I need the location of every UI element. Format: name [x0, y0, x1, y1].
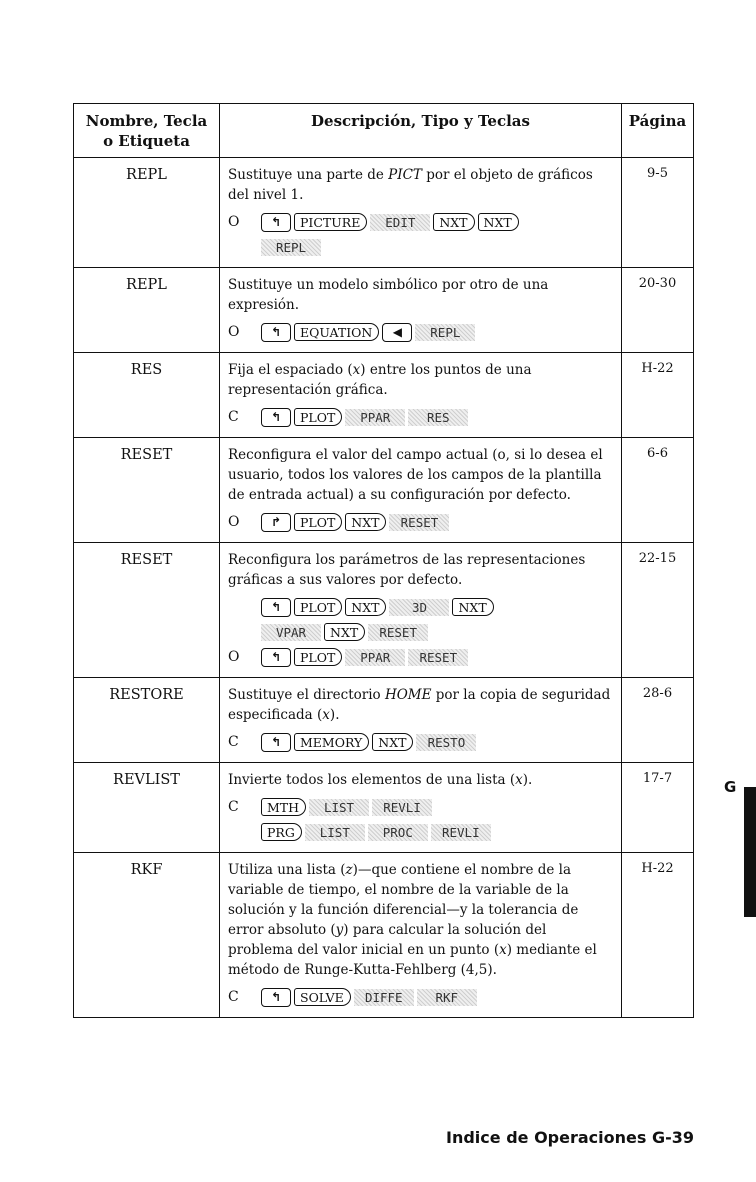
operation-name: REPL	[74, 158, 220, 268]
operation-name: RESTORE	[74, 678, 220, 763]
menu-key-label: RESET	[408, 649, 468, 666]
operation-description: Invierte todos los elementos de una lista (x).	[228, 772, 533, 788]
operation-type-code: C	[228, 989, 239, 1005]
operation-description-cell	[220, 678, 622, 763]
shift-key-icon: ↰	[261, 648, 291, 667]
operation-type-code: O	[228, 514, 240, 530]
shift-key-icon: ↰	[261, 408, 291, 427]
table-row	[74, 543, 694, 678]
operation-name: RES	[74, 353, 220, 438]
table-row	[74, 853, 694, 1018]
calculator-key: NXT	[433, 213, 474, 231]
calculator-key: NXT	[324, 623, 365, 641]
keystroke-sequence	[228, 646, 615, 668]
calculator-key: NXT	[345, 598, 386, 616]
page-footer: Indice de Operaciones G-39	[446, 1128, 694, 1147]
table-row	[74, 353, 694, 438]
page-reference: 17-7	[622, 763, 694, 853]
shift-key-icon: ↰	[261, 598, 291, 617]
menu-key-label: REVLI	[431, 824, 491, 841]
menu-key-label: RESET	[368, 624, 428, 641]
table-header-row	[74, 104, 694, 158]
menu-key-label: RKF	[417, 989, 477, 1006]
operation-type-code: C	[228, 409, 239, 425]
operation-name: RESET	[74, 438, 220, 543]
calculator-key: SOLVE	[294, 988, 351, 1006]
operation-description-cell	[220, 268, 622, 353]
table-row	[74, 678, 694, 763]
header-description: Descripción, Tipo y Teclas	[220, 104, 622, 158]
operation-description: Fija el espaciado (x) entre los puntos de una representación gráfica.	[228, 362, 532, 398]
calculator-key: MEMORY	[294, 733, 369, 751]
page-reference: 20-30	[622, 268, 694, 353]
menu-key-label: REPL	[415, 324, 475, 341]
menu-key-label: REPL	[261, 239, 321, 256]
operation-description: Sustituye una parte de PICT por el objeto de gráficos del nivel 1.	[228, 167, 593, 203]
keystroke-sequence	[228, 986, 615, 1008]
calculator-key: PLOT	[294, 648, 342, 666]
keystroke-sequence	[228, 596, 615, 618]
table-row	[74, 438, 694, 543]
keystroke-sequence	[228, 211, 615, 233]
calculator-key: NXT	[478, 213, 519, 231]
calculator-key: EQUATION	[294, 323, 379, 341]
menu-key-label: PPAR	[345, 409, 405, 426]
menu-key-label: PPAR	[345, 649, 405, 666]
table-row	[74, 268, 694, 353]
calculator-key: NXT	[452, 598, 493, 616]
menu-key-label: PROC	[368, 824, 428, 841]
page-reference: 6-6	[622, 438, 694, 543]
menu-key-label: REVLI	[372, 799, 432, 816]
operation-description-cell	[220, 438, 622, 543]
keystroke-sequence	[228, 406, 615, 428]
menu-key-label: 3D	[389, 599, 449, 616]
operation-type-code: C	[228, 734, 239, 750]
table-row	[74, 158, 694, 268]
table-row	[74, 763, 694, 853]
page-reference: 9-5	[622, 158, 694, 268]
calculator-key: PRG	[261, 823, 302, 841]
section-letter: G	[724, 778, 737, 796]
calculator-key: NXT	[345, 513, 386, 531]
calculator-key: MTH	[261, 798, 306, 816]
operation-type-code: O	[228, 324, 240, 340]
shift-key-icon: ◀	[382, 323, 412, 342]
operation-description-cell	[220, 763, 622, 853]
operation-description: Reconfigura el valor del campo actual (o, si lo desea el usuario, todos los valores de los campos de la plantilla de entrada actual) a su configuración por defecto.	[228, 447, 603, 503]
menu-key-label: EDIT	[370, 214, 430, 231]
page-reference: 22-15	[622, 543, 694, 678]
operation-description-cell	[220, 158, 622, 268]
operation-type-code: C	[228, 799, 239, 815]
operation-description-cell	[220, 353, 622, 438]
shift-key-icon: ↰	[261, 988, 291, 1007]
calculator-key: PLOT	[294, 513, 342, 531]
shift-key-icon: ↰	[261, 323, 291, 342]
operation-description-cell	[220, 853, 622, 1018]
header-page: Página	[622, 104, 694, 158]
operation-name: RKF	[74, 853, 220, 1018]
menu-key-label: DIFFE	[354, 989, 414, 1006]
operation-description: Utiliza una lista (z)—que contiene el nombre de la variable de tiempo, el nombre de la variable de la solución y la función diferencial—y la tolerancia de error absoluto (y) para calcular la solución del problema del valor inicial en un punto (x) mediante el método de Runge-Kutta-Fehlberg (4,5).	[228, 862, 597, 978]
menu-key-label: RESET	[389, 514, 449, 531]
shift-key-icon: ↰	[261, 733, 291, 752]
menu-key-label: RESTO	[416, 734, 476, 751]
menu-key-label: RES	[408, 409, 468, 426]
keystroke-sequence	[228, 821, 615, 843]
calculator-key: PLOT	[294, 408, 342, 426]
operation-type-code: O	[228, 214, 240, 230]
keystroke-sequence	[228, 621, 615, 643]
keystroke-sequence	[228, 511, 615, 533]
operations-table	[73, 103, 694, 1018]
calculator-key: PICTURE	[294, 213, 367, 231]
page-reference: H-22	[622, 353, 694, 438]
shift-key-icon: ↱	[261, 513, 291, 532]
keystroke-sequence	[228, 236, 615, 258]
menu-key-label: VPAR	[261, 624, 321, 641]
keystroke-sequence	[228, 796, 615, 818]
operation-name: RESET	[74, 543, 220, 678]
shift-key-icon: ↰	[261, 213, 291, 232]
operation-name: REPL	[74, 268, 220, 353]
operation-description: Sustituye un modelo simbólico por otro de una expresión.	[228, 277, 549, 313]
header-name: Nombre, Tecla o Etiqueta	[74, 104, 220, 158]
operation-type-code: O	[228, 649, 240, 665]
operation-name: REVLIST	[74, 763, 220, 853]
page-reference: 28-6	[622, 678, 694, 763]
calculator-key: PLOT	[294, 598, 342, 616]
keystroke-sequence	[228, 731, 615, 753]
calculator-key: NXT	[372, 733, 413, 751]
menu-key-label: LIST	[305, 824, 365, 841]
keystroke-sequence	[228, 321, 615, 343]
menu-key-label: LIST	[309, 799, 369, 816]
operation-description-cell	[220, 543, 622, 678]
section-tab-marker	[744, 787, 756, 917]
page-reference: H-22	[622, 853, 694, 1018]
operation-description: Reconfigura los parámetros de las representaciones gráficas a sus valores por defecto.	[228, 552, 586, 588]
operation-description: Sustituye el directorio HOME por la copia de seguridad especificada (x).	[228, 687, 611, 723]
